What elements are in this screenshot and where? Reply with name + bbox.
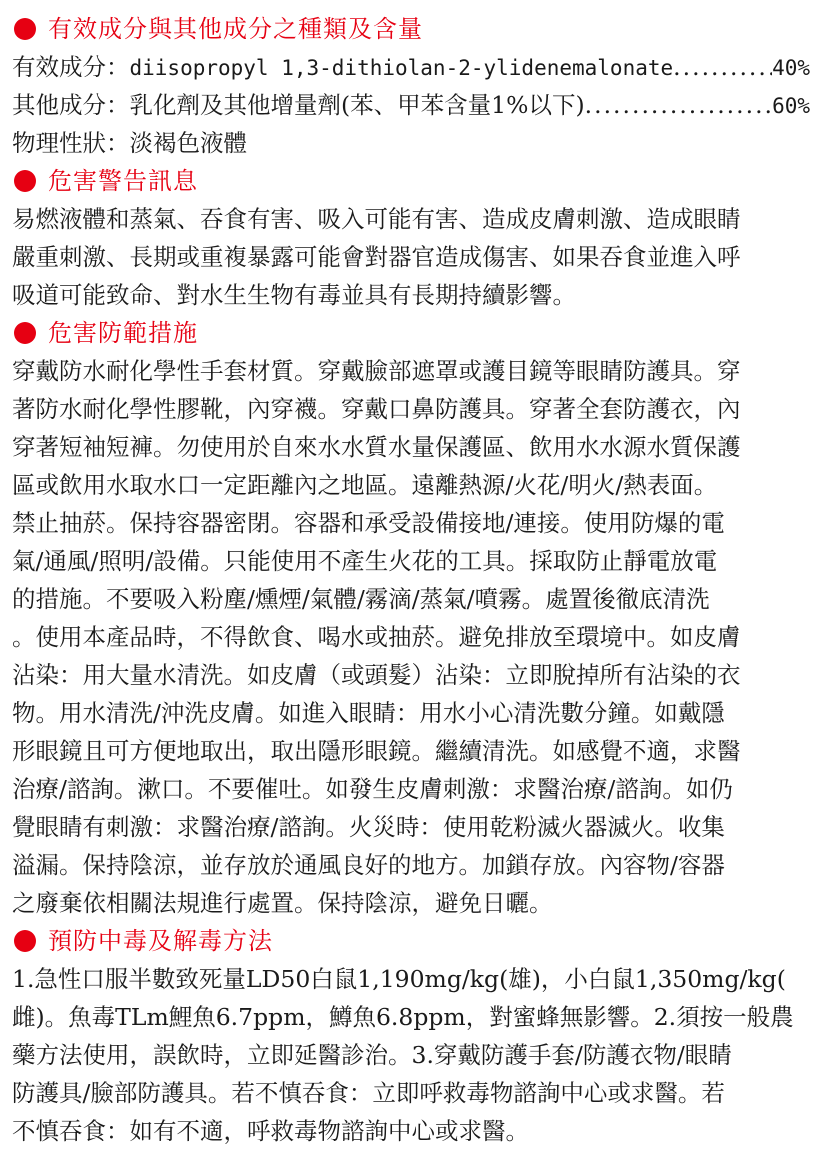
row-percent: 60% <box>772 94 810 118</box>
text-line: 藥方法使用，誤飲時，立即延醫診治。3.穿戴防護手套/防護衣物/眼睛 <box>12 1041 732 1069</box>
section-title: 危害警告訊息 <box>48 167 198 195</box>
section-title: 危害防範措施 <box>48 319 198 347</box>
text-line: 易燃液體和蒸氣、吞食有害、吸入可能有害、造成皮膚刺激、造成眼睛 <box>12 205 741 233</box>
section-precautions <box>12 314 810 922</box>
text-line: 禁止抽菸。保持容器密閉。容器和承受設備接地/連接。使用防爆的電 <box>12 509 725 537</box>
red-circle-bullet-icon <box>14 322 36 344</box>
text-line: 氣/通風/照明/設備。只能使用不產生火花的工具。採取防止靜電放電 <box>12 547 718 575</box>
text-line: 吸道可能致命、對水生生物有毒並具有長期持續影響。 <box>12 281 576 309</box>
text-line: 穿戴防水耐化學性手套材質。穿戴臉部遮罩或護目鏡等眼睛防護具。穿 <box>12 357 741 385</box>
text-line: 著防水耐化學性膠靴，內穿襪。穿戴口鼻防護具。穿著全套防護衣，內 <box>12 395 741 423</box>
text-line: 溢漏。保持陰涼，並存放於通風良好的地方。加鎖存放。內容物/容器 <box>12 851 725 879</box>
section-poison-prevention <box>12 922 810 1150</box>
section-ingredients <box>12 10 810 162</box>
text-line: 的措施。不要吸入粉塵/燻煙/氣體/霧滴/蒸氣/噴霧。處置後徹底清洗 <box>12 585 710 613</box>
row-percent: 40% <box>772 56 810 80</box>
red-circle-bullet-icon <box>14 930 36 952</box>
section-header <box>12 922 810 960</box>
row-value: 乳化劑及其他增量劑(苯、甲苯含量1%以下) <box>129 91 585 119</box>
active-ingredient-row <box>12 48 810 86</box>
row-label: 有效成分： <box>12 53 130 81</box>
text-line: 區或飲用水取水口一定距離內之地區。遠離熱源/火花/明火/熱表面。 <box>12 471 718 499</box>
text-line: 不慎吞食：如有不適，呼救毒物諮詢中心或求醫。 <box>12 1117 529 1145</box>
text-line: 防護具/臉部防護具。若不慎吞食：立即呼救毒物諮詢中心或求醫。若 <box>12 1079 725 1107</box>
text-line: 治療/諮詢。漱口。不要催吐。如發生皮膚刺激：求醫治療/諮詢。如仍 <box>12 775 733 803</box>
red-circle-bullet-icon <box>14 18 36 40</box>
red-circle-bullet-icon <box>14 170 36 192</box>
section-header <box>12 314 810 352</box>
physical-state-line: 物理性狀：淡褐色液體 <box>12 129 247 157</box>
section-header <box>12 10 810 48</box>
section-title: 預防中毒及解毒方法 <box>48 927 273 955</box>
text-line: 之廢棄依相關法規進行處置。保持陰涼，避免日曬。 <box>12 889 553 917</box>
dot-leader <box>585 86 772 124</box>
row-value: diisopropyl 1,3-dithiolan-2-ylidenemalonate <box>129 56 674 80</box>
row-label: 其他成分： <box>12 91 130 119</box>
text-line: 。使用本產品時，不得飲食、喝水或抽菸。避免排放至環境中。如皮膚 <box>12 623 741 651</box>
text-line: 嚴重刺激、長期或重複暴露可能會對器官造成傷害、如果吞食並進入呼 <box>12 243 741 271</box>
dot-leader <box>673 48 772 86</box>
other-ingredient-row <box>12 86 810 124</box>
text-line: 沾染：用大量水清洗。如皮膚（或頭髮）沾染：立即脫掉所有沾染的衣 <box>12 661 741 689</box>
text-line: 形眼鏡且可方便地取出，取出隱形眼鏡。繼續清洗。如感覺不適，求醫 <box>12 737 741 765</box>
section-title: 有效成分與其他成分之種類及含量 <box>48 15 423 43</box>
text-line: 1.急性口服半數致死量LD50白鼠1,190mg/kg(雄)，小白鼠1,350mg/kg( <box>12 965 786 993</box>
text-line: 物。用水清洗/沖洗皮膚。如進入眼睛：用水小心清洗數分鐘。如戴隱 <box>12 699 725 727</box>
text-line: 雌)。魚毒TLm鯉魚6.7ppm，鱒魚6.8ppm，對蜜蜂無影響。2.須按一般農 <box>12 1003 794 1031</box>
section-header <box>12 162 810 200</box>
text-line: 覺眼睛有刺激：求醫治療/諮詢。火災時：使用乾粉滅火器滅火。收集 <box>12 813 725 841</box>
text-line: 穿著短袖短褲。勿使用於自來水水質水量保護區、飲用水水源水質保護 <box>12 433 741 461</box>
section-hazard-warnings <box>12 162 810 314</box>
